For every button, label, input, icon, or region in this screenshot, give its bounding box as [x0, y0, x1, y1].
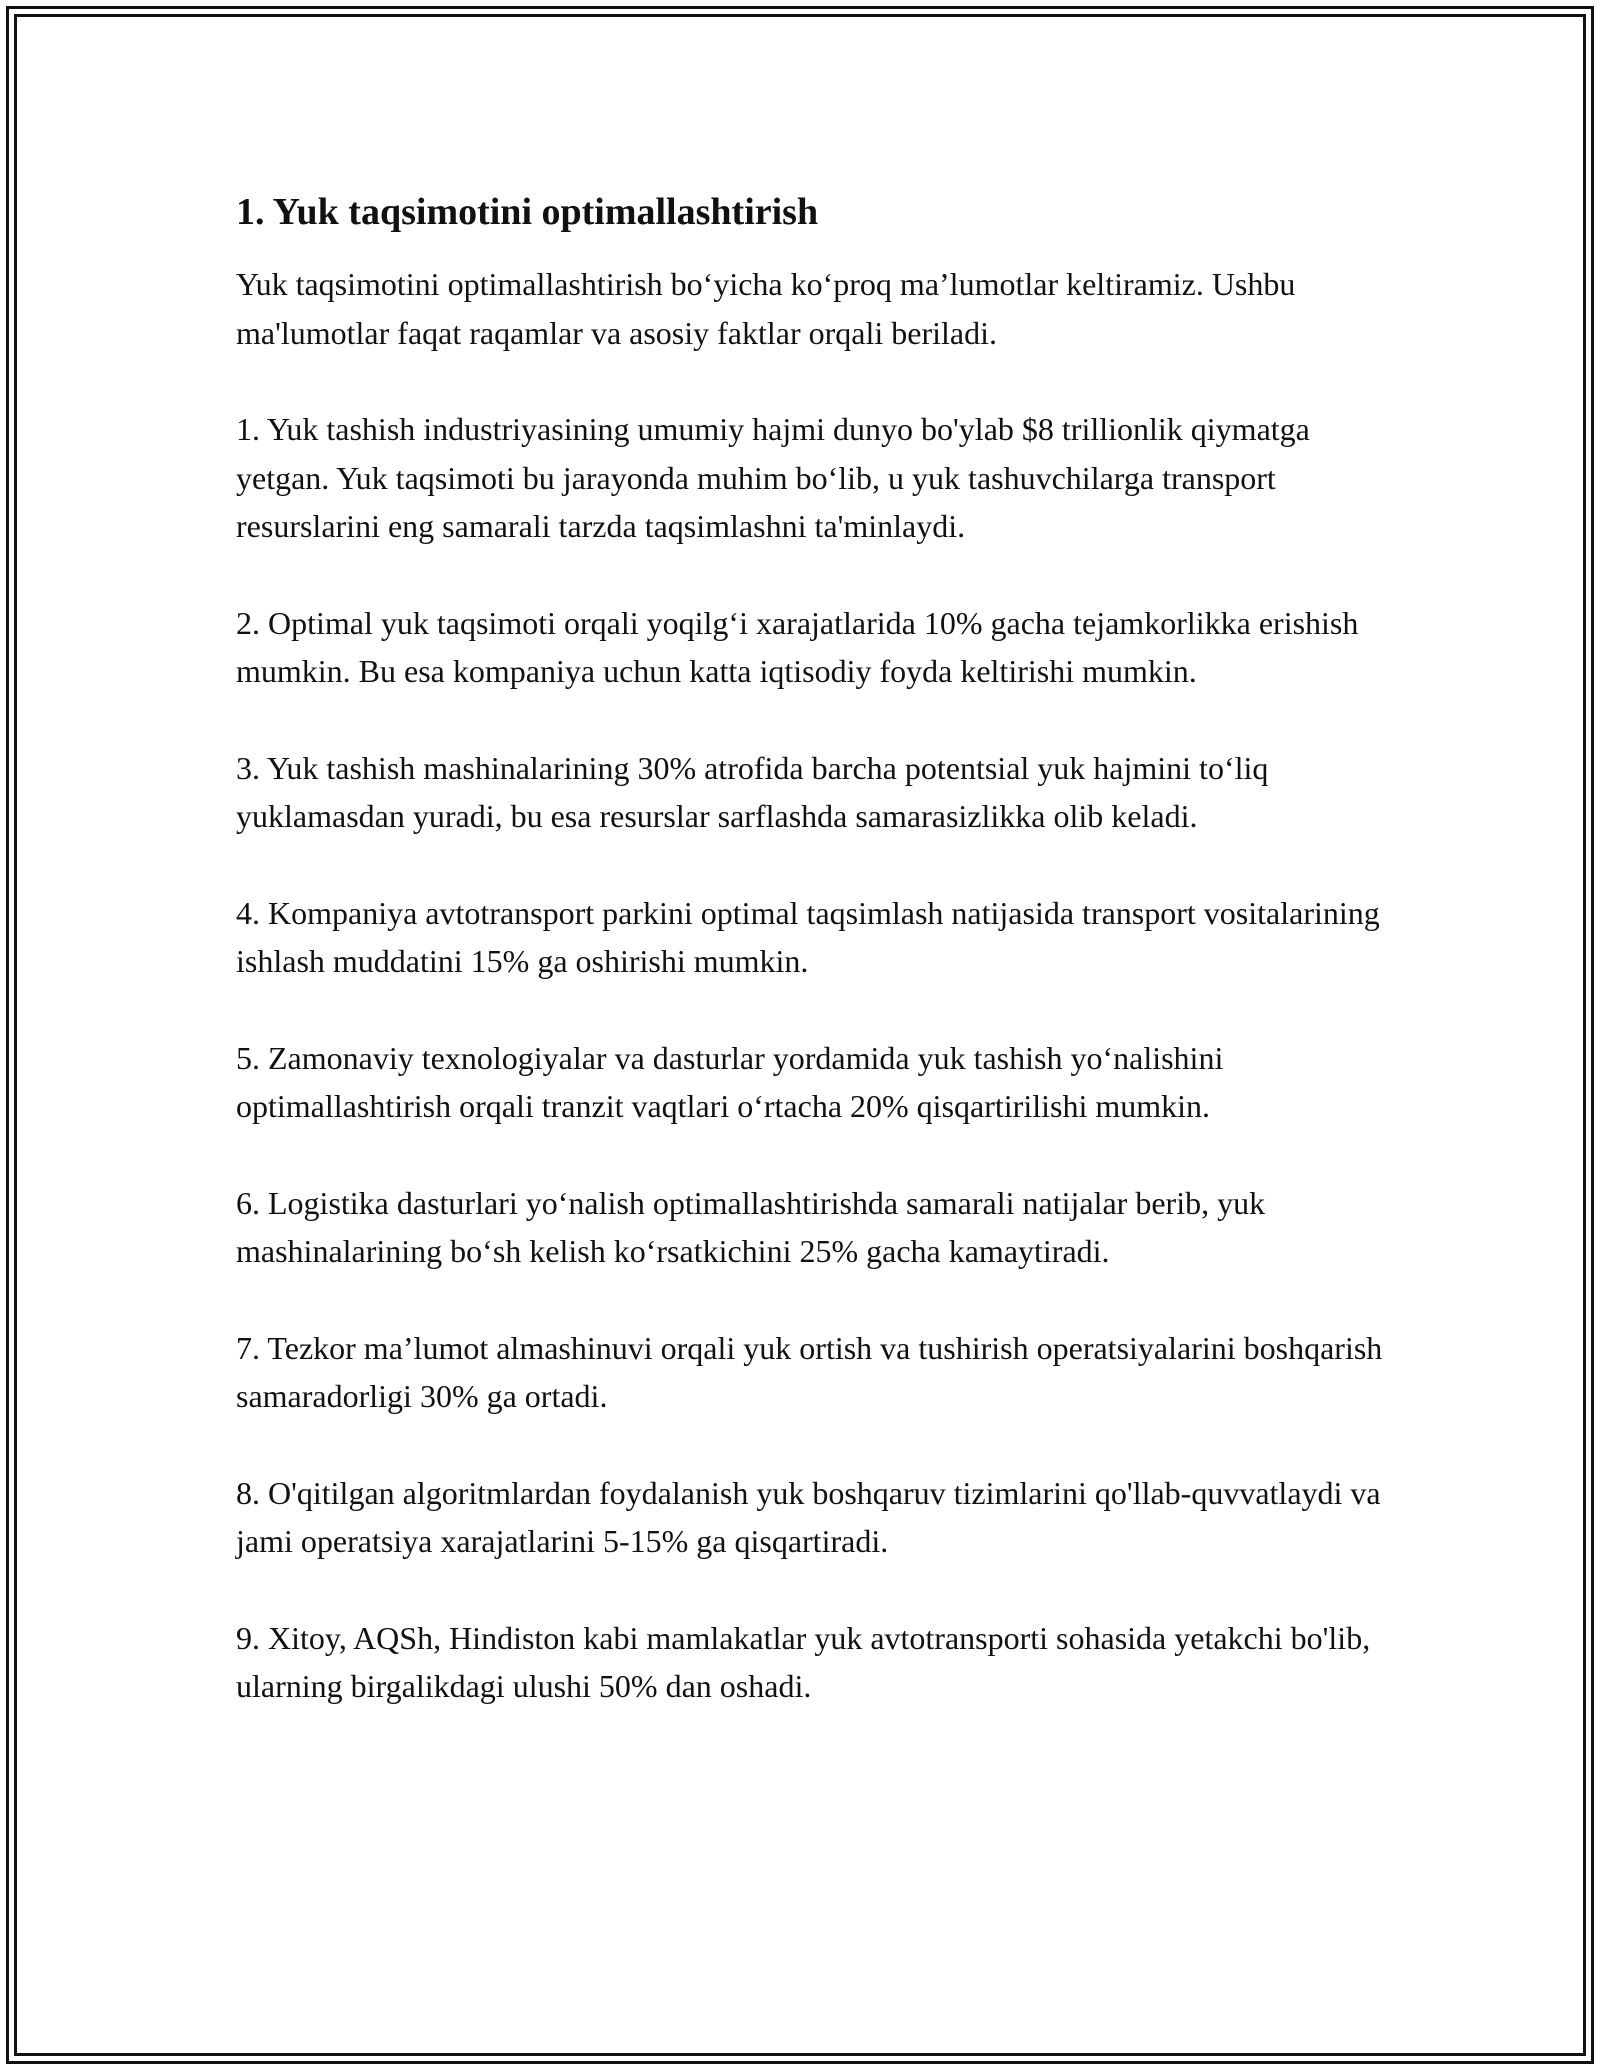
fact-item-2: 2. Optimal yuk taqsimoti orqali yoqilg‘i xarajatlarida 10% gacha tejamkorlikka erishish mumkin. Bu esa kompaniya uchun katta iqtisodiy foyda keltirishi mumkin. [236, 604, 1359, 689]
fact-item-5: 5. Zamonaviy texnologiyalar va dasturlar yordamida yuk tashish yo‘nalishini optimallashtirish orqali tranzit vaqtlari o‘rtacha 20% qisqartirilishi mumkin. [236, 1039, 1224, 1124]
fact-item-9: 9. Xitoy, AQSh, Hindiston kabi mamlakatlar yuk avtotransporti sohasida yetakchi bo'lib, ularning birgalikdagi ulushi 50% dan oshadi. [236, 1619, 1371, 1704]
fact-item-6: 6. Logistika dasturlari yo‘nalish optimallashtirishda samarali natijalar berib, yuk mashinalarining bo‘sh kelish ko‘rsatkichini 25% gacha kamaytiradi. [236, 1184, 1266, 1269]
document-body [236, 186, 1386, 1759]
fact-item-8: 8. O'qitilgan algoritmlardan foydalanish yuk boshqaruv tizimlarini qo'llab-quvvatlaydi va jami operatsiya xarajatlarini 5-15% ga qisqartiradi. [236, 1474, 1381, 1559]
fact-item-4: 4. Kompaniya avtotransport parkini optimal taqsimlash natijasida transport vositalarining ishlash muddatini 15% ga oshirishi mumkin. [236, 894, 1380, 979]
fact-item-7: 7. Tezkor ma’lumot almashinuvi orqali yuk ortish va tushirish operatsiyalarini boshqarish samaradorligi 30% ga ortadi. [236, 1329, 1383, 1414]
fact-item-3: 3. Yuk tashish mashinalarining 30% atrofida barcha potentsial yuk hajmini to‘liq yuklamasdan yuradi, bu esa resurslar sarflashda samarasizlikka olib keladi. [236, 749, 1269, 834]
document-title: 1. Yuk taqsimotini optimallashtirish [236, 191, 819, 233]
intro-paragraph: Yuk taqsimotini optimallashtirish bo‘yicha ko‘proq ma’lumotlar keltiramiz. Ushbu ma'lumotlar faqat raqamlar va asosiy faktlar orqali beriladi. [236, 266, 1296, 351]
fact-item-1: 1. Yuk tashish industriyasining umumiy hajmi dunyo bo'ylab $8 trillionlik qiymatga yetgan. Yuk taqsimoti bu jarayonda muhim bo‘lib, u yuk tashuvchilarga transport resurslarini eng samarali tarzda taqsimlashni ta'minlaydi. [236, 411, 1310, 544]
